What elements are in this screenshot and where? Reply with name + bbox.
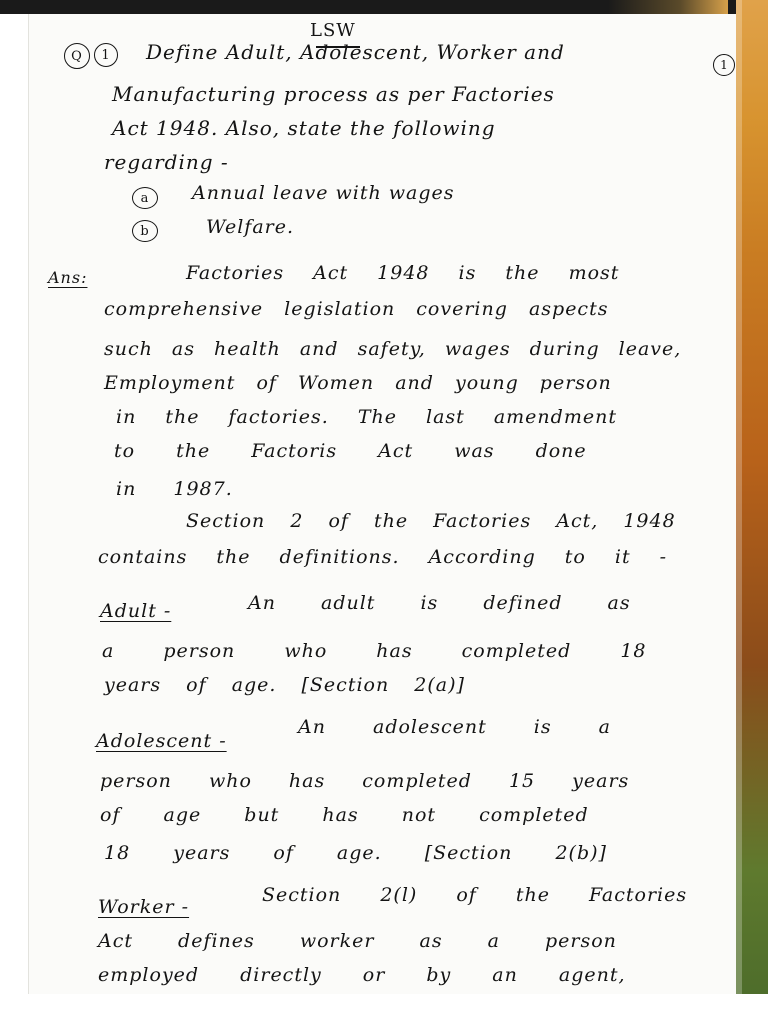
answer-line-1: Factories Act 1948 is the most (186, 262, 620, 284)
adult-line-2: a person who has completed 18 (102, 640, 647, 662)
question-number: 1 (94, 43, 118, 67)
question-line-3: Act 1948. Also, state the following (112, 116, 496, 140)
adolescent-line-4: 18 years of age. [Section 2(b)] (104, 842, 607, 864)
adolescent-line-3: of age but has not completed (100, 804, 589, 826)
question-line-2: Manufacturing process as per Factories (112, 82, 555, 106)
answer-line-7: in 1987. (116, 478, 233, 500)
question-line-1: Define Adult, Adolescent, Worker and (146, 40, 565, 64)
question-marker: Q (64, 43, 90, 69)
adult-line-3: years of age. [Section 2(a)] (104, 674, 465, 696)
section-line-2: contains the definitions. According to it - (98, 546, 668, 568)
adult-label: Adult - (100, 600, 172, 622)
adult-line-1: An adult is defined as (248, 592, 631, 614)
sub-a-marker: a (132, 187, 158, 209)
worker-line-1: Section 2(l) of the Factories (262, 884, 688, 906)
scan-right-edge (736, 0, 768, 1024)
answer-line-3: such as health and safety, wages during leave, (104, 338, 682, 360)
sub-a-text: Annual leave with wages (192, 182, 455, 204)
answer-label: Ans: (48, 268, 88, 287)
answer-line-5: in the factories. The last amendment (116, 406, 617, 428)
scan-bottom-margin (0, 994, 768, 1024)
worker-line-2: Act defines worker as a person (98, 930, 617, 952)
sub-b-text: Welfare. (206, 216, 295, 238)
worker-line-3: employed directly or by an agent, (98, 964, 626, 986)
page-number: 1 (713, 54, 735, 76)
adolescent-line-2: person who has completed 15 years (100, 770, 630, 792)
adolescent-label: Adolescent - (96, 730, 227, 752)
answer-line-6: to the Factoris Act was done (114, 440, 587, 462)
page-fold (608, 0, 728, 14)
question-line-4: regarding - (104, 150, 229, 174)
answer-line-2: comprehensive legislation covering aspects (104, 298, 609, 320)
answer-line-4: Employment of Women and young person (104, 372, 612, 394)
scan-top-border (0, 0, 768, 14)
adolescent-line-1: An adolescent is a (298, 716, 611, 738)
sub-b-marker: b (132, 220, 158, 242)
worker-label: Worker - (98, 896, 190, 918)
page-header: LSW (310, 20, 356, 41)
section-line-1: Section 2 of the Factories Act, 1948 (186, 510, 676, 532)
